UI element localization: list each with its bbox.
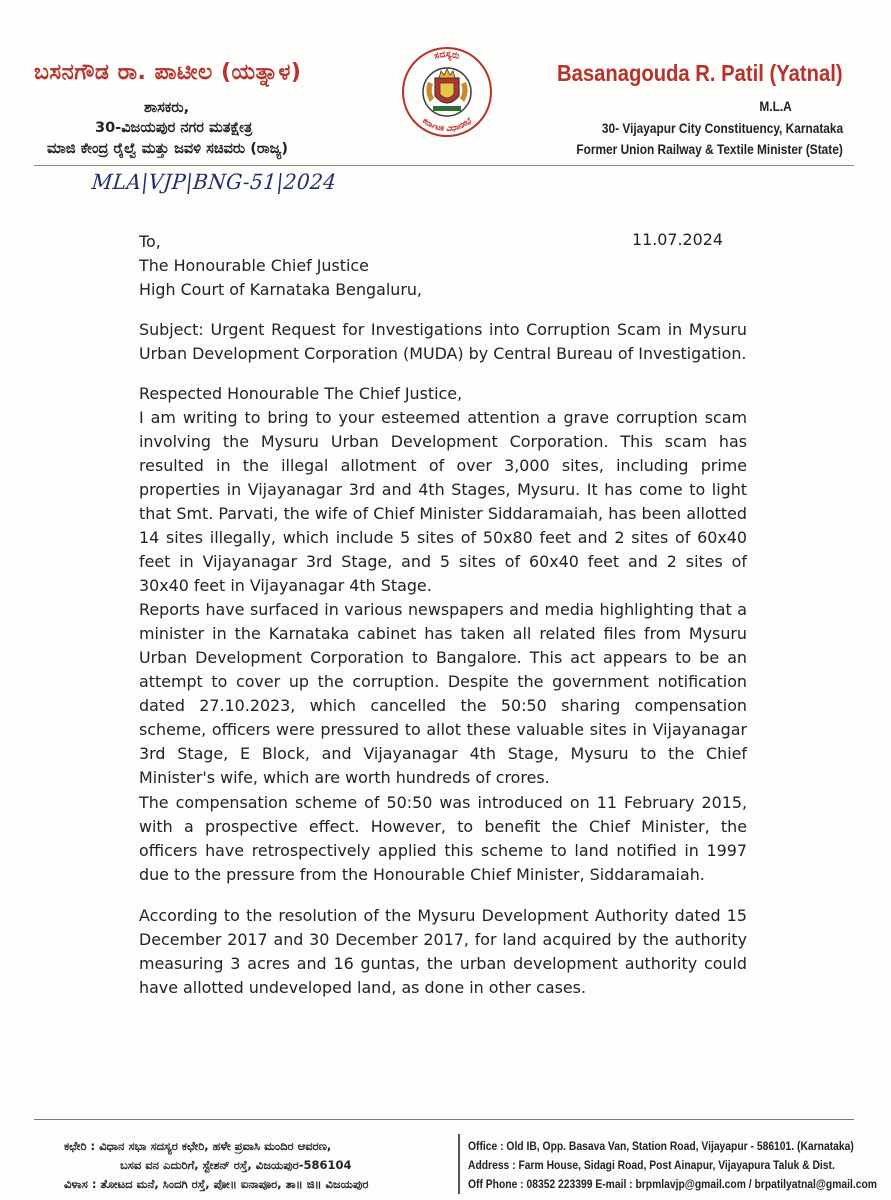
letter-date: 11.07.2024 bbox=[632, 230, 723, 249]
english-constituency: 30- Vijayapur City Constituency, Karnataka bbox=[601, 121, 843, 136]
english-former-minister: Former Union Railway & Textile Minister (State) bbox=[576, 142, 843, 157]
kannada-constituency: 30-ವಿಜಯಪುರ ನಗರ ಮತಕ್ಷೇತ್ರ bbox=[95, 120, 253, 136]
recipient-line-1: The Honourable Chief Justice bbox=[139, 256, 369, 275]
karnataka-assembly-emblem bbox=[400, 38, 494, 142]
english-title: M.L.A bbox=[759, 99, 792, 114]
footer-kannada-office-line: ಕಛೇರಿ : ವಿಧಾನ ಸಭಾ ಸದಸ್ಯರ ಕಛೇರಿ, ಹಳೇ ಪ್ರವಾಸಿ ಮಂದಿರ ಆವರಣ, bbox=[64, 1139, 332, 1153]
emblem-bottom-text: ಕರ್ನಾಟಕ ವಿಧಾನಸಭೆ bbox=[420, 115, 474, 134]
kannada-title: ಶಾಸಕರು, bbox=[144, 100, 190, 116]
paragraph-1: I am writing to bring to your esteemed attention a grave corruption scam involving the Mysuru Urban Development Corporation. This scam has resulted in the illegal allotment of over 3,000 sites, including prime properties in Vijayanagar 3rd and 4th Stages, Mysuru. It has come to light that Smt. Parvati, the wife of Chief Minister Siddaramaiah, has been allotted 14 sites illegally, which include 5 sites of 50x80 feet and 2 sites of 60x40 feet in Vijayanagar 3rd Stage, and 5 sites of 60x40 feet and 2 sites of 30x40 feet in Vijayanagar 4th Stage. bbox=[139, 408, 747, 595]
kannada-former-minister: ಮಾಜಿ ಕೇಂದ್ರ ರೈಲ್ವೆ ಮತ್ತು ಜವಳಿ ಸಚಿವರು (ರಾಜ್ಯ) bbox=[47, 141, 289, 157]
svg-text:ಸದಸ್ಯರು bbox=[433, 50, 461, 62]
kannada-name-heading: ಬಸನಗೌಡ ರಾ. ಪಾಟೀಲ (ಯತ್ನಾಳ) bbox=[34, 60, 302, 85]
reference-number: MLA|VJP|BNG-51|2024 bbox=[90, 170, 338, 194]
salutation: Respected Honourable The Chief Justice, bbox=[139, 384, 463, 403]
paragraph-2: Reports have surfaced in various newspapers and media highlighting that a minister in the Karnataka cabinet has taken all related files from Mysuru Urban Development Corporation to Bangalore. This act appears to be an attempt to cover up the corruption. Despite the government notification dated 27.10.2023, which cancelled the 50:50 sharing compensation scheme, officers were pressured to allot these valuable sites in Vijayanagar 3rd Stage, E Block, and Vijayanagar 4th Stage, Mysuru to the Chief Minister's wife, which are worth hundreds of crores. bbox=[139, 600, 747, 787]
recipient-line-2: High Court of Karnataka Bengaluru, bbox=[139, 280, 422, 299]
subject-line: Subject: Urgent Request for Investigations into Corruption Scam in Mysuru Urban Development Corporation (MUDA) by Central Bureau of Investigation. bbox=[139, 320, 747, 363]
footer-column-divider bbox=[458, 1134, 460, 1194]
footer-kannada-address: ವಿಳಾಸ : ತೋಟದ ಮನೆ, ಸಿಂದಗಿ ರಸ್ತೆ, ಪೋ॥ ಐನಾಪೂರ, ತಾ॥ ಜಿ॥ ವಿಜಯಪುರ bbox=[64, 1177, 369, 1191]
to-label: To, bbox=[139, 232, 161, 251]
footer-home-address: Address : Farm House, Sidagi Road, Post Ainapur, Vijayapura Taluk & Dist. bbox=[468, 1158, 835, 1172]
svg-text:ಕರ್ನಾಟಕ ವಿಧಾನಸಭೆ bbox=[421, 116, 474, 134]
paragraph-3: The compensation scheme of 50:50 was introduced on 11 February 2015, with a prospective effect. However, to benefit the Chief Minister, the officers have retrospectively applied this scheme to land notified in 1997 due to the pressure from the Honourable Chief Minister, Siddaramaiah. bbox=[139, 793, 747, 884]
header-divider bbox=[34, 165, 854, 166]
footer-office-address: Office : Old IB, Opp. Basava Van, Station Road, Vijayapur - 586101. (Karnataka) bbox=[468, 1139, 854, 1153]
emblem-top-text: ಸದಸ್ಯರು bbox=[433, 49, 461, 62]
english-name-heading: Basanagouda R. Patil (Yatnal) bbox=[557, 60, 843, 86]
footer-divider bbox=[34, 1119, 854, 1120]
footer-kannada-office-line-2: ಬಸವ ವನ ಎದುರಿಗೆ, ಸ್ಟೇಶನ್ ರಸ್ತೆ, ವಿಜಯಪುರ-586104 bbox=[120, 1158, 352, 1172]
paragraph-4: According to the resolution of the Mysuru Development Authority dated 15 December 2017 and 30 December 2017, for land acquired by the authority measuring 3 acres and 16 guntas, the urban development authority could have allotted undeveloped land, as done in other cases. bbox=[139, 906, 747, 997]
footer-contact: Off Phone : 08352 223399 E-mail : brpmlavjp@gmail.com / brpatilyatnal@gmail.com bbox=[468, 1177, 877, 1191]
